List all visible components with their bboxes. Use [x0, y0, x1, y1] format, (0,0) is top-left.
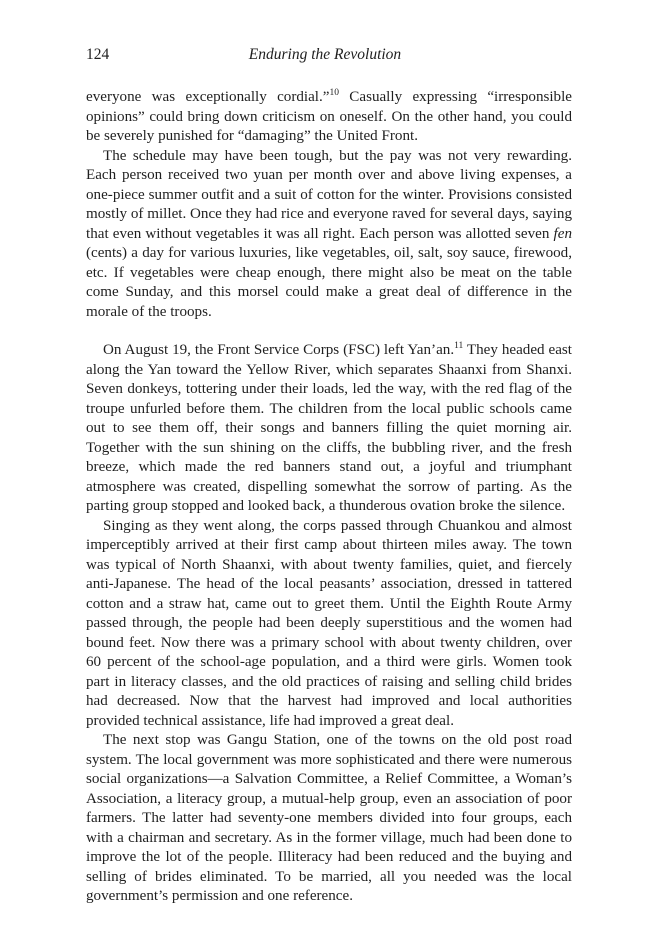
paragraph-4: Singing as they went along, the corps passed through Chuankou and almost imperceptibly arrived at their first camp about thirteen miles away. The town was typical of North Shaanxi, with about twenty families, quiet, and fiercely anti-Japanese. The head of the local peasants’ association, dressed in tattered cotton and a straw hat, came out to greet them. Until the Eighth Route Army passed through, the people had been deeply superstitious and the women had bound feet. Now there was a primary school with about twenty children, over 60 percent of the school-age population, and a third were girls. Women took part in literacy classes, and the old practices of raising and selling child brides had decreased. Now that the harvest had improved and local authorities provided technical assistance, life had improved a great deal. — [86, 517, 572, 729]
paragraph-1 — [86, 88, 572, 147]
footnote-marker-11: 11 — [454, 340, 464, 351]
paragraph-5: The next stop was Gangu Station, one of the towns on the old post road system. The local government was more sophisticated and there were numerous social organizations—a Salvation Committee, a Relief Committee, a Woman’s Association, a literacy group, a mutual-help group, even an association of poor farmers. The latter had seventy-one members divided into four groups, each with a chairman and secretary. As in the former village, much had been done to improve the lot of the people. Illiteracy had been reduced and the buying and selling of brides eliminated. To be married, all you needed was the local government’s permission and one reference. — [86, 732, 572, 904]
paragraph-3-text-b: They headed east along the Yan toward the Yellow River, which separates Shaanxi from Shanxi. Seven donkeys, tottering under their loads, led the way, with the red flag of the troupe unfurled before them. The children from the local public schools came out to see them off, their songs and banners filling the quiet morning air. Together with the sun shining on the cliffs, the bubbling river, and the fresh breeze, which made the red banners stand out, a joyful and triumphant atmosphere was created, dispelling somewhat the sorrow of parting. As the parting group stopped and looked back, a thunderous ovation broke the silence. — [86, 342, 572, 514]
running-title: Enduring the Revolution — [248, 46, 402, 63]
page-header — [86, 46, 564, 70]
italic-term: fen — [553, 225, 572, 242]
paragraph-1-text-b: Casually expressing “irresponsible opinions” could bring down criticism on oneself. On the other hand, you could be severely punished for “damaging” the United Front. — [86, 89, 572, 144]
paragraph-2 — [86, 147, 572, 323]
paragraph-1-text-a: everyone was exceptionally cordial.” — [86, 89, 330, 105]
body-text — [86, 88, 572, 907]
page-number: 124 — [86, 46, 110, 63]
paragraph-2-text-b: (cents) a day for various luxuries, like vegetables, oil, salt, soy sauce, firewood, etc. If vegetables were cheap enough, there might also be meat on the table come Sunday, and this morsel could make a great deal of difference in the morale of the troops. — [86, 245, 572, 320]
paragraph-2-text-a: The schedule may have been tough, but the pay was not very rewarding. Each person received two yuan per month over and above living expenses, a one-piece summer outfit and a suit of cotton for the winter. Provisions consisted mostly of millet. Once they had rice and everyone raved for several days, saying that even without vegetables it was all right. Each person was allotted seven — [86, 147, 572, 242]
footnote-marker-10: 10 — [329, 87, 339, 98]
paragraph-3-text-a: On August 19, the Front Service Corps (FSC) left Yan’an. — [103, 342, 455, 358]
paragraph-3 — [86, 341, 572, 517]
